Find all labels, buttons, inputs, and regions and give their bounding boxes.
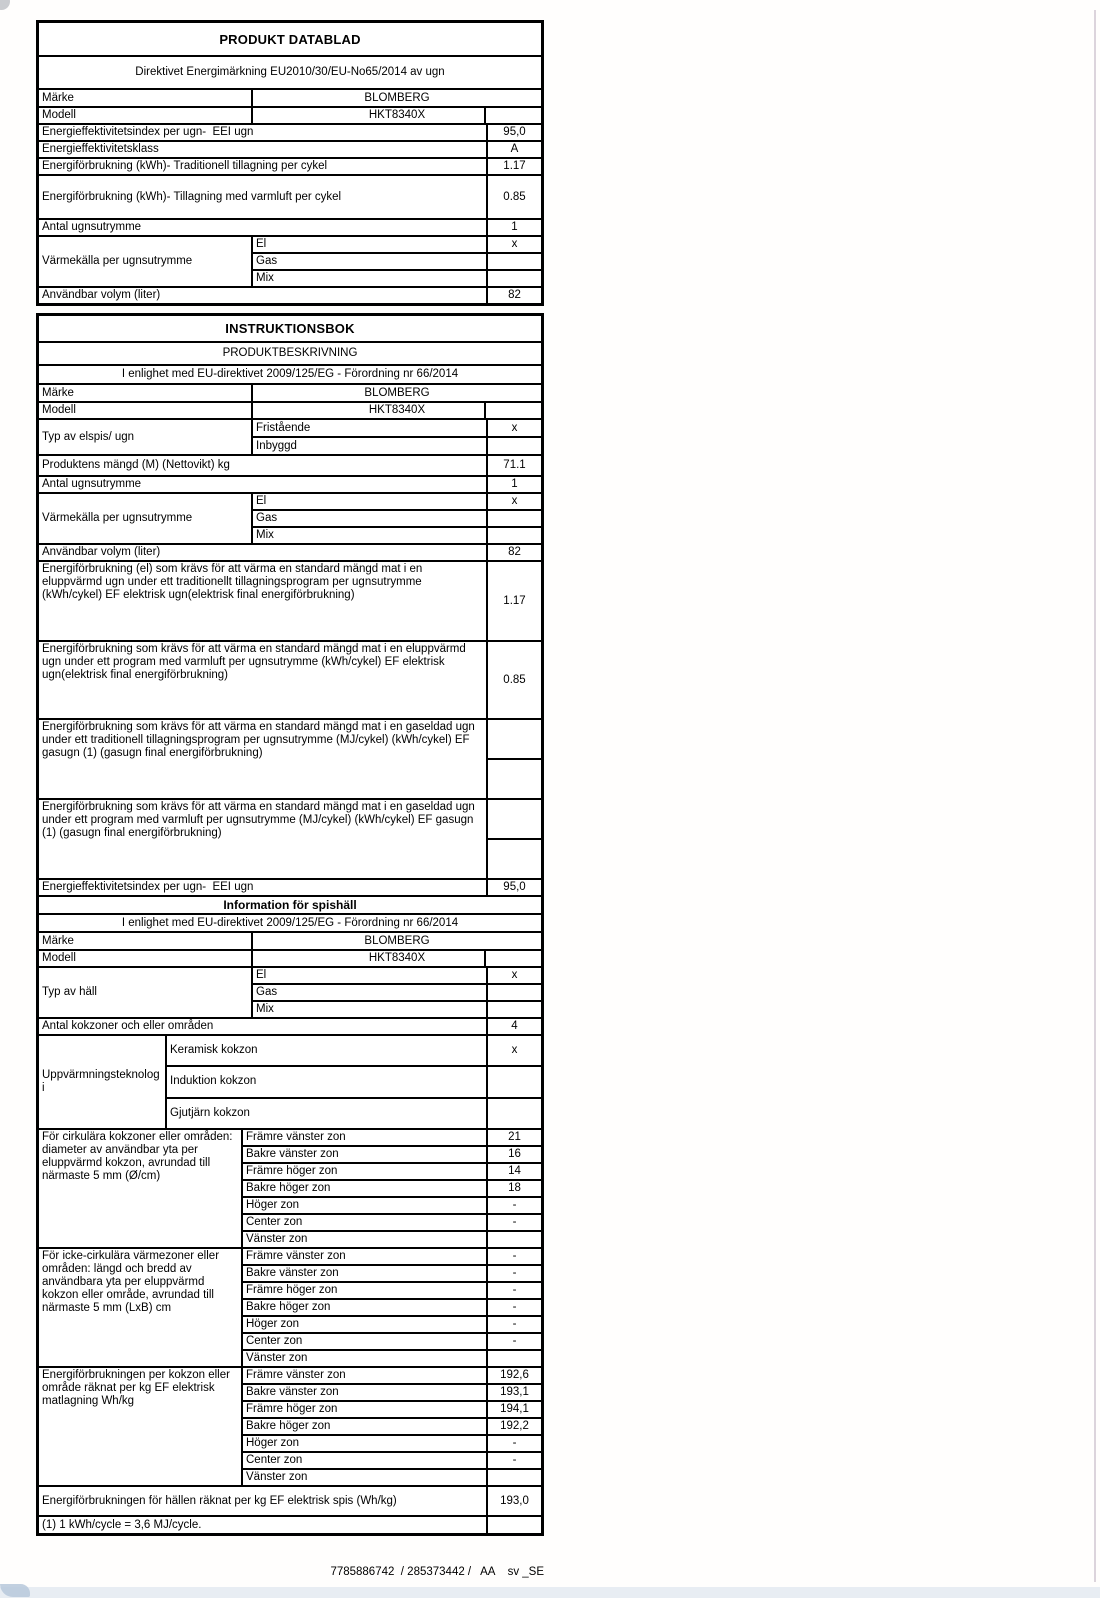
group-body (241, 1368, 541, 1485)
circular-zones-group (39, 1128, 541, 1247)
option-row (167, 1097, 541, 1128)
row-value: 95,0 (486, 125, 541, 140)
group-body (241, 1249, 541, 1366)
heating-technology-group (39, 1034, 541, 1128)
row-value: A (486, 142, 541, 157)
table-row (39, 364, 541, 383)
zone-value: 16 (486, 1147, 541, 1162)
row-label: Energiförbrukning (kWh)- Tillagning med varmluft per cykel (42, 190, 342, 203)
zone-value: - (486, 1215, 541, 1230)
brand-value: BLOMBERG (251, 933, 541, 949)
zone-label: Bakre höger zon (246, 1301, 331, 1313)
model-value: HKT8340X (251, 403, 541, 418)
zone-row (243, 1298, 541, 1315)
row-label: Energiförbrukning som krävs för att värma en standard mängd mat i en gaseldad ugn under ett program med varmluft per ugnsutrymme (MJ/cykel) (kWh/cykel) EF gasugn (1) (gasugn final energiförbrukning) (42, 801, 478, 839)
zone-label: Center zon (246, 1454, 303, 1466)
heat-source-group (39, 235, 541, 286)
zone-label: Främre vänster zon (246, 1369, 346, 1381)
row-value: 0.85 (486, 642, 541, 718)
table-row (39, 157, 541, 174)
zone-value: 18 (486, 1181, 541, 1196)
zone-value: - (486, 1283, 541, 1298)
option-row (253, 436, 541, 454)
group-body (241, 1130, 541, 1247)
table-row (39, 316, 541, 341)
zone-label: Höger zon (246, 1318, 300, 1330)
option-mark: x (486, 1036, 541, 1065)
table-row-energy (39, 560, 541, 640)
option-row (253, 968, 541, 983)
option-label: El (256, 495, 267, 507)
option-mark (486, 985, 541, 1000)
table-row (39, 341, 541, 364)
zone-row (243, 1130, 541, 1145)
zone-energy-group (39, 1366, 541, 1485)
zone-value: - (486, 1300, 541, 1315)
row-label: Märke (42, 934, 74, 947)
row-label: Energieffektivitetsindex per ugn- EEI ugn (42, 126, 254, 138)
option-row (253, 269, 541, 286)
option-label: Gas (256, 255, 278, 267)
noncircular-zones-group (39, 1247, 541, 1366)
option-row (167, 1036, 541, 1065)
zone-value: - (486, 1453, 541, 1468)
zone-label: Bakre vänster zon (246, 1386, 339, 1398)
row-value: 95,0 (486, 880, 541, 895)
zone-value: 14 (486, 1164, 541, 1179)
zone-row (243, 1145, 541, 1162)
model-value: HKT8340X (251, 951, 541, 966)
zone-value (486, 1351, 541, 1366)
group-label: Uppvärmningsteknologi (42, 1069, 160, 1094)
section-title: Information för spishäll (223, 897, 357, 912)
option-label: Inbyggd (256, 439, 297, 452)
option-mark (486, 528, 541, 543)
row-value: 71.1 (486, 456, 541, 475)
window-edge-line (1094, 10, 1096, 1582)
table-row (39, 895, 541, 913)
document-reference-footer: 7785886742 / 285373442 / AA sv _SE (330, 1566, 544, 1578)
row-value: 0.85 (486, 176, 541, 218)
row-value: 82 (486, 288, 541, 303)
option-mark: x (486, 237, 541, 252)
option-label: Mix (256, 529, 274, 541)
option-mark (486, 254, 541, 269)
zone-label: Vänster zon (246, 1471, 308, 1483)
zone-row (243, 1264, 541, 1281)
option-row (253, 983, 541, 1000)
option-row (253, 1000, 541, 1017)
zone-label: Bakre vänster zon (246, 1148, 339, 1160)
zone-label: Främre vänster zon (246, 1250, 346, 1262)
option-mark (486, 1099, 541, 1128)
row-label: Modell (42, 109, 76, 121)
zone-row (243, 1281, 541, 1298)
zone-label: Center zon (246, 1335, 303, 1347)
zone-row (243, 1230, 541, 1247)
model-value: HKT8340X (251, 108, 541, 123)
zone-row (243, 1315, 541, 1332)
zone-label: Höger zon (246, 1199, 300, 1211)
zone-value: - (486, 1436, 541, 1451)
window-corner-artifact (0, 0, 10, 10)
row-label: Energiförbrukning som krävs för att värma en standard mängd mat i en eluppvärmd ugn under ett program med varmluft per ugnsutrymme (kWh/cykel) EF elektrisk ugn(elektrisk final energiförbrukning) (42, 643, 469, 681)
table-row (39, 218, 541, 235)
row-label: Modell (42, 952, 76, 964)
group-label: För icke-cirkulära värmezoner eller områden: längd och bredd av användbara yta per eluppvärmd kokzon eller område, avrundad till närmaste 5 mm (LxB) cm (42, 1250, 223, 1314)
table-row (39, 913, 541, 931)
section-instruktionsbok (36, 313, 544, 1536)
zone-value (486, 1232, 541, 1247)
option-label: Gas (256, 986, 278, 998)
page-title: PRODUKT DATABLAD (219, 31, 361, 47)
table-row (39, 123, 541, 140)
zone-label: Vänster zon (246, 1352, 308, 1364)
group-body (251, 420, 541, 454)
table-row-marke (39, 88, 541, 106)
group-body (251, 968, 541, 1017)
table-row (39, 286, 541, 303)
option-label: Induktion kokzon (170, 1075, 257, 1088)
table-row (39, 174, 541, 218)
directive-line: I enlighet med EU-direktivet 2009/125/EG - Förordning nr 66/2014 (121, 368, 459, 380)
row-value: 82 (486, 545, 541, 560)
zone-label: Främre höger zon (246, 1165, 338, 1177)
zone-value (486, 1470, 541, 1485)
group-label: Värmekälla per ugnsutrymme (42, 512, 193, 524)
zone-label: Vänster zon (246, 1233, 308, 1245)
zone-row (243, 1162, 541, 1179)
row-label: Modell (42, 404, 76, 416)
row-value: 1 (486, 477, 541, 492)
table-row-energy (39, 798, 541, 878)
zone-value: - (486, 1266, 541, 1281)
footnote-text: (1) 1 kWh/cycle = 3,6 MJ/cycle. (42, 1518, 202, 1531)
option-label: El (256, 238, 267, 250)
table-row-energy (39, 718, 541, 798)
row-label: Energieffektivitetsindex per ugn- EEI ugn (42, 881, 254, 893)
table-row (39, 140, 541, 157)
zone-row (243, 1332, 541, 1349)
zone-value: 192,2 (486, 1419, 541, 1434)
group-label: Typ av elspis/ ugn (42, 430, 135, 443)
zone-label: Främre vänster zon (246, 1131, 346, 1143)
brand-value: BLOMBERG (251, 90, 541, 106)
zone-row (243, 1249, 541, 1264)
row-value (488, 838, 541, 878)
row-value (488, 720, 541, 758)
option-label: El (256, 969, 267, 981)
zone-value: 193,1 (486, 1385, 541, 1400)
table-row-modell (39, 949, 541, 966)
zone-label: Höger zon (246, 1437, 300, 1449)
option-label: Mix (256, 1003, 274, 1015)
oven-type-group (39, 418, 541, 454)
group-label: Typ av häll (42, 986, 97, 998)
option-row (253, 509, 541, 526)
option-label: Gas (256, 512, 278, 524)
row-label: Märke (42, 386, 74, 399)
row-value: 1.17 (486, 159, 541, 174)
group-body (251, 237, 541, 286)
zone-row (243, 1434, 541, 1451)
zone-value: - (486, 1198, 541, 1213)
row-label: Användbar volym (liter) (42, 289, 161, 301)
zone-label: Center zon (246, 1216, 303, 1228)
option-mark (486, 1067, 541, 1096)
row-value (486, 1517, 541, 1533)
zone-row (243, 1383, 541, 1400)
row-value: 1.17 (486, 562, 541, 640)
hob-type-group (39, 966, 541, 1017)
table-row (39, 475, 541, 492)
zone-value: - (486, 1334, 541, 1349)
group-label: Energiförbrukningen per kokzon eller område räknat per kg EF elektrisk matlagning Wh/kg (42, 1369, 234, 1407)
zone-row (243, 1349, 541, 1366)
table-row-modell (39, 401, 541, 418)
row-value (488, 758, 541, 798)
zone-row (243, 1179, 541, 1196)
zone-value: - (486, 1249, 541, 1264)
zone-row (243, 1417, 541, 1434)
option-mark (486, 271, 541, 286)
option-mark (486, 511, 541, 526)
row-label: Energiförbrukning (el) som krävs för att värma en standard mängd mat i en eluppvärmd ugn under ett traditionellt tillagningsprogram per ugnsutrymme (kWh/cykel) EF elektrisk ugn(elektrisk final energiförbrukning) (42, 563, 426, 601)
table-row (39, 543, 541, 560)
row-label: Energiförbrukning (kWh)- Traditionell tillagning per cykel (42, 160, 328, 172)
zone-row (243, 1368, 541, 1383)
option-row (167, 1065, 541, 1096)
brand-value: BLOMBERG (251, 385, 541, 401)
group-label: För cirkulära kokzoner eller områden: diameter av användbar yta per eluppvärmd kokzon, avrundad till närmaste 5 mm (Ø/cm) (42, 1131, 236, 1182)
zone-value: 194,1 (486, 1402, 541, 1417)
group-body (251, 494, 541, 543)
zone-value: 192,6 (486, 1368, 541, 1383)
row-label: Antal ugnsutrymme (42, 221, 142, 233)
row-value: 4 (486, 1019, 541, 1034)
row-label: Användbar volym (liter) (42, 546, 161, 558)
directive-line: I enlighet med EU-direktivet 2009/125/EG - Förordning nr 66/2014 (121, 916, 459, 929)
option-mark: x (486, 494, 541, 509)
zone-row (243, 1196, 541, 1213)
option-mark (486, 438, 541, 454)
option-label: Gjutjärn kokzon (170, 1106, 250, 1119)
row-label: Antal kokzoner och eller områden (42, 1020, 214, 1032)
section-subtitle: PRODUKTBESKRIVNING (222, 347, 358, 359)
table-row-footnote (39, 1515, 541, 1533)
row-label: Märke (42, 91, 74, 104)
option-mark: x (486, 968, 541, 983)
row-label: Produktens mängd (M) (Nettovikt) kg (42, 459, 230, 471)
section-title: INSTRUKTIONSBOK (225, 321, 355, 336)
option-label: Mix (256, 272, 274, 284)
zone-row (243, 1468, 541, 1485)
option-row (253, 526, 541, 543)
option-row (253, 420, 541, 436)
table-row-marke (39, 931, 541, 949)
product-datasheet (36, 20, 544, 1536)
directive-subtitle: Direktivet Energimärkning EU2010/30/EU-No65/2014 av ugn (135, 66, 445, 78)
table-row (39, 1017, 541, 1034)
table-row (39, 454, 541, 475)
window-bottom-bar (0, 1587, 1100, 1598)
row-label: Energieffektivitetsklass (42, 143, 159, 155)
split-value-cell (486, 720, 541, 798)
zone-label: Främre höger zon (246, 1403, 338, 1415)
option-mark: x (486, 420, 541, 436)
zone-row (243, 1213, 541, 1230)
option-row (253, 252, 541, 269)
row-value: 1 (486, 220, 541, 235)
row-value: 193,0 (486, 1487, 541, 1515)
row-label: Energiförbrukningen för hällen räknat per kg EF elektrisk spis (Wh/kg) (42, 1494, 397, 1507)
table-row (39, 55, 541, 88)
row-value (488, 800, 541, 838)
zone-value: 21 (486, 1130, 541, 1145)
split-value-cell (486, 800, 541, 878)
option-row (253, 494, 541, 509)
table-row-marke (39, 383, 541, 401)
group-label: Värmekälla per ugnsutrymme (42, 255, 193, 267)
heat-source-group (39, 492, 541, 543)
section-produkt-datablad (36, 20, 544, 306)
table-row (39, 878, 541, 895)
zone-row (243, 1400, 541, 1417)
zone-row (243, 1451, 541, 1468)
table-row-modell (39, 106, 541, 123)
zone-label: Bakre höger zon (246, 1420, 331, 1432)
zone-value: - (486, 1317, 541, 1332)
zone-label: Bakre vänster zon (246, 1267, 339, 1279)
table-row (39, 23, 541, 55)
option-mark (486, 1002, 541, 1017)
option-label: Keramisk kokzon (170, 1044, 258, 1057)
table-row-energy (39, 640, 541, 718)
row-label: Antal ugnsutrymme (42, 478, 142, 490)
group-body (165, 1036, 541, 1128)
zone-label: Bakre höger zon (246, 1182, 331, 1194)
option-label: Fristående (256, 421, 311, 434)
zone-label: Främre höger zon (246, 1284, 338, 1296)
table-row-hob-total (39, 1485, 541, 1515)
option-row (253, 237, 541, 252)
row-label: Energiförbrukning som krävs för att värma en standard mängd mat i en gaseldad ugn under ett traditionell tillagningsprogram per ugnsutrymme (MJ/cykel) (kWh/cykel) EF gasugn (1) (gasugn final energiförbrukning) (42, 721, 478, 759)
